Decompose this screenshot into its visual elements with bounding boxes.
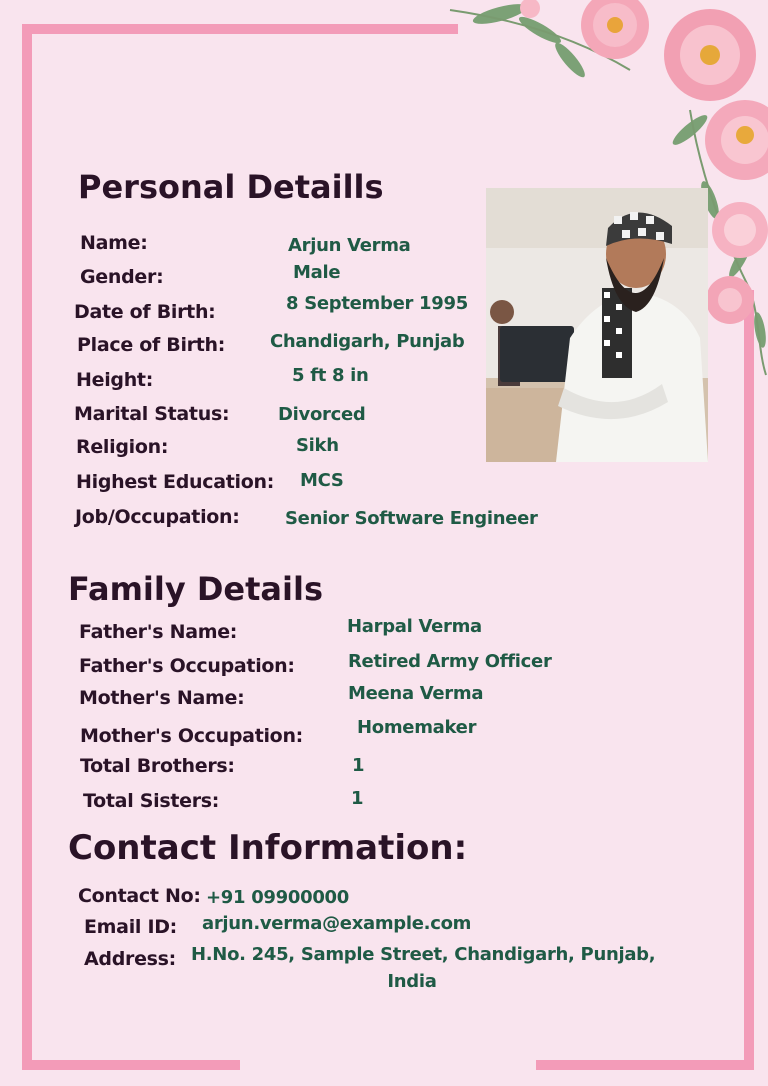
- frame-right-bar: [744, 290, 754, 1070]
- family-details-heading: Family Details: [68, 570, 323, 608]
- marital-status-value: Divorced: [278, 404, 366, 425]
- education-value: MCS: [300, 470, 344, 491]
- personal-details-heading: Personal Detaills: [78, 168, 384, 206]
- height-value: 5 ft 8 in: [292, 365, 369, 386]
- email-label: Email ID:: [84, 916, 177, 938]
- total-brothers-label: Total Brothers:: [80, 755, 235, 777]
- place-of-birth-value: Chandigarh, Punjab: [270, 331, 465, 352]
- father-name-label: Father's Name:: [79, 621, 238, 643]
- mother-name-value: Meena Verma: [348, 683, 484, 704]
- occupation-value: Senior Software Engineer: [285, 508, 538, 529]
- contact-no-value: +91 09900000: [206, 887, 349, 908]
- gender-label: Gender:: [80, 266, 164, 288]
- place-of-birth-label: Place of Birth:: [77, 334, 226, 356]
- dob-label: Date of Birth:: [74, 301, 216, 323]
- frame-bottom-left-bar: [22, 1060, 240, 1070]
- email-value: arjun.verma@example.com: [202, 913, 472, 934]
- name-value: Arjun Verma: [288, 235, 411, 256]
- mother-occupation-value: Homemaker: [357, 717, 477, 738]
- father-name-value: Harpal Verma: [347, 616, 482, 637]
- height-label: Height:: [76, 369, 154, 391]
- frame-left-bar: [22, 24, 32, 1070]
- contact-no-label: Contact No:: [78, 885, 201, 907]
- religion-label: Religion:: [76, 436, 169, 458]
- frame-top-bar: [22, 24, 458, 34]
- mother-name-label: Mother's Name:: [79, 687, 245, 709]
- father-occupation-label: Father's Occupation:: [79, 655, 295, 677]
- address-label: Address:: [84, 948, 176, 970]
- marital-status-label: Marital Status:: [74, 403, 230, 425]
- religion-value: Sikh: [296, 435, 339, 456]
- occupation-label: Job/Occupation:: [75, 506, 240, 528]
- father-occupation-value: Retired Army Officer: [348, 651, 552, 672]
- mother-occupation-label: Mother's Occupation:: [80, 725, 303, 747]
- contact-information-heading: Contact Information:: [68, 828, 468, 868]
- total-brothers-value: 1: [352, 755, 365, 776]
- address-value-line2: India: [387, 971, 437, 992]
- total-sisters-value: 1: [351, 788, 364, 809]
- name-label: Name:: [80, 232, 148, 254]
- frame-bottom-right-bar: [536, 1060, 754, 1070]
- dob-value: 8 September 1995: [286, 293, 468, 314]
- address-value-line1: H.No. 245, Sample Street, Chandigarh, Punjab,: [191, 944, 656, 965]
- education-label: Highest Education:: [76, 471, 274, 493]
- gender-value: Male: [293, 262, 341, 283]
- total-sisters-label: Total Sisters:: [83, 790, 220, 812]
- profile-photo: [486, 188, 708, 462]
